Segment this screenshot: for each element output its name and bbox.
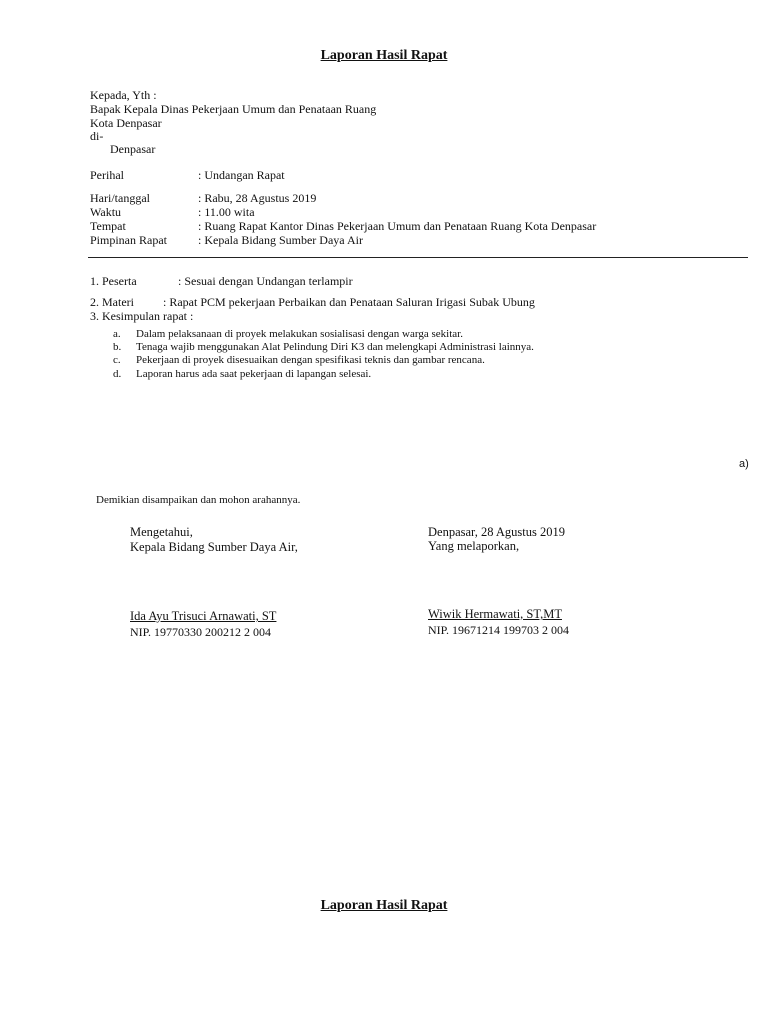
sig-right-name: Wiwik Hermawati, ST,MT (428, 607, 562, 621)
meta-value-time: : 11.00 wita (198, 205, 255, 219)
conclusion-text: Dalam pelaksanaan di proyek melakukan sosialisasi dengan warga sekitar. (136, 328, 463, 340)
closing-statement: Demikian disampaikan dan mohon arahannya. (96, 494, 301, 506)
recipient-city: Kota Denpasar (90, 116, 162, 130)
meta-value-place: : Ruang Rapat Kantor Dinas Pekerjaan Umum dan Penataan Ruang Kota Denpasar (198, 219, 597, 233)
meta-label-leader: Pimpinan Rapat (90, 233, 167, 247)
meta-label-perihal: Perihal (90, 168, 124, 182)
conclusion-letter: a. (113, 328, 121, 340)
conclusion-text: Laporan harus ada saat pekerjaan di lapangan selesai. (136, 368, 372, 380)
conclusion-text: Pekerjaan di proyek disesuaikan dengan spesifikasi teknis dan gambar rencana. (136, 354, 485, 366)
item-peserta-value: : Sesuai dengan Undangan terlampir (178, 274, 353, 288)
sig-right-role: Yang melaporkan, (428, 539, 520, 553)
conclusion-text: Tenaga wajib menggunakan Alat Pelindung Diri K3 dan melengkapi Administrasi lainnya. (136, 341, 534, 353)
sig-right-nip: NIP. 19671214 199703 2 004 (428, 623, 570, 637)
item-materi-label: 2. Materi (90, 295, 134, 309)
sig-left-name: Ida Ayu Trisuci Arnawati, ST (130, 609, 277, 623)
meta-value-perihal: : Undangan Rapat (198, 168, 285, 182)
stray-mark: a) (739, 458, 749, 470)
conclusion-letter: d. (113, 368, 122, 380)
item-materi-value: : Rapat PCM pekerjaan Perbaikan dan Penataan Saluran Irigasi Subak Ubung (163, 295, 535, 309)
meta-value-date: : Rabu, 28 Agustus 2019 (198, 191, 317, 205)
horizontal-divider (88, 257, 748, 258)
meta-label-time: Waktu (90, 205, 122, 219)
sig-right-place-date: Denpasar, 28 Agustus 2019 (428, 525, 565, 539)
sig-left-title: Kepala Bidang Sumber Daya Air, (130, 540, 298, 554)
meta-label-date: Hari/tanggal (90, 191, 150, 205)
conclusion-letter: b. (113, 341, 122, 353)
sig-left-line1: Mengetahui, (130, 525, 193, 539)
meta-label-place: Tempat (90, 219, 126, 233)
conclusion-letter: c. (113, 354, 121, 366)
item-kesimpulan-label: 3. Kesimpulan rapat : (90, 309, 194, 323)
meta-value-leader: : Kepala Bidang Sumber Daya Air (198, 233, 363, 247)
recipient-office: Bapak Kepala Dinas Pekerjaan Umum dan Penataan Ruang (90, 102, 377, 116)
document-title: Laporan Hasil Rapat (320, 48, 448, 63)
item-peserta-label: 1. Peserta (90, 274, 137, 288)
recipient-location: Denpasar (110, 142, 156, 156)
recipient-di: di- (90, 129, 104, 143)
next-page-title: Laporan Hasil Rapat (320, 898, 448, 913)
recipient-greeting: Kepada, Yth : (90, 88, 157, 102)
sig-left-nip: NIP. 19770330 200212 2 004 (130, 625, 272, 639)
